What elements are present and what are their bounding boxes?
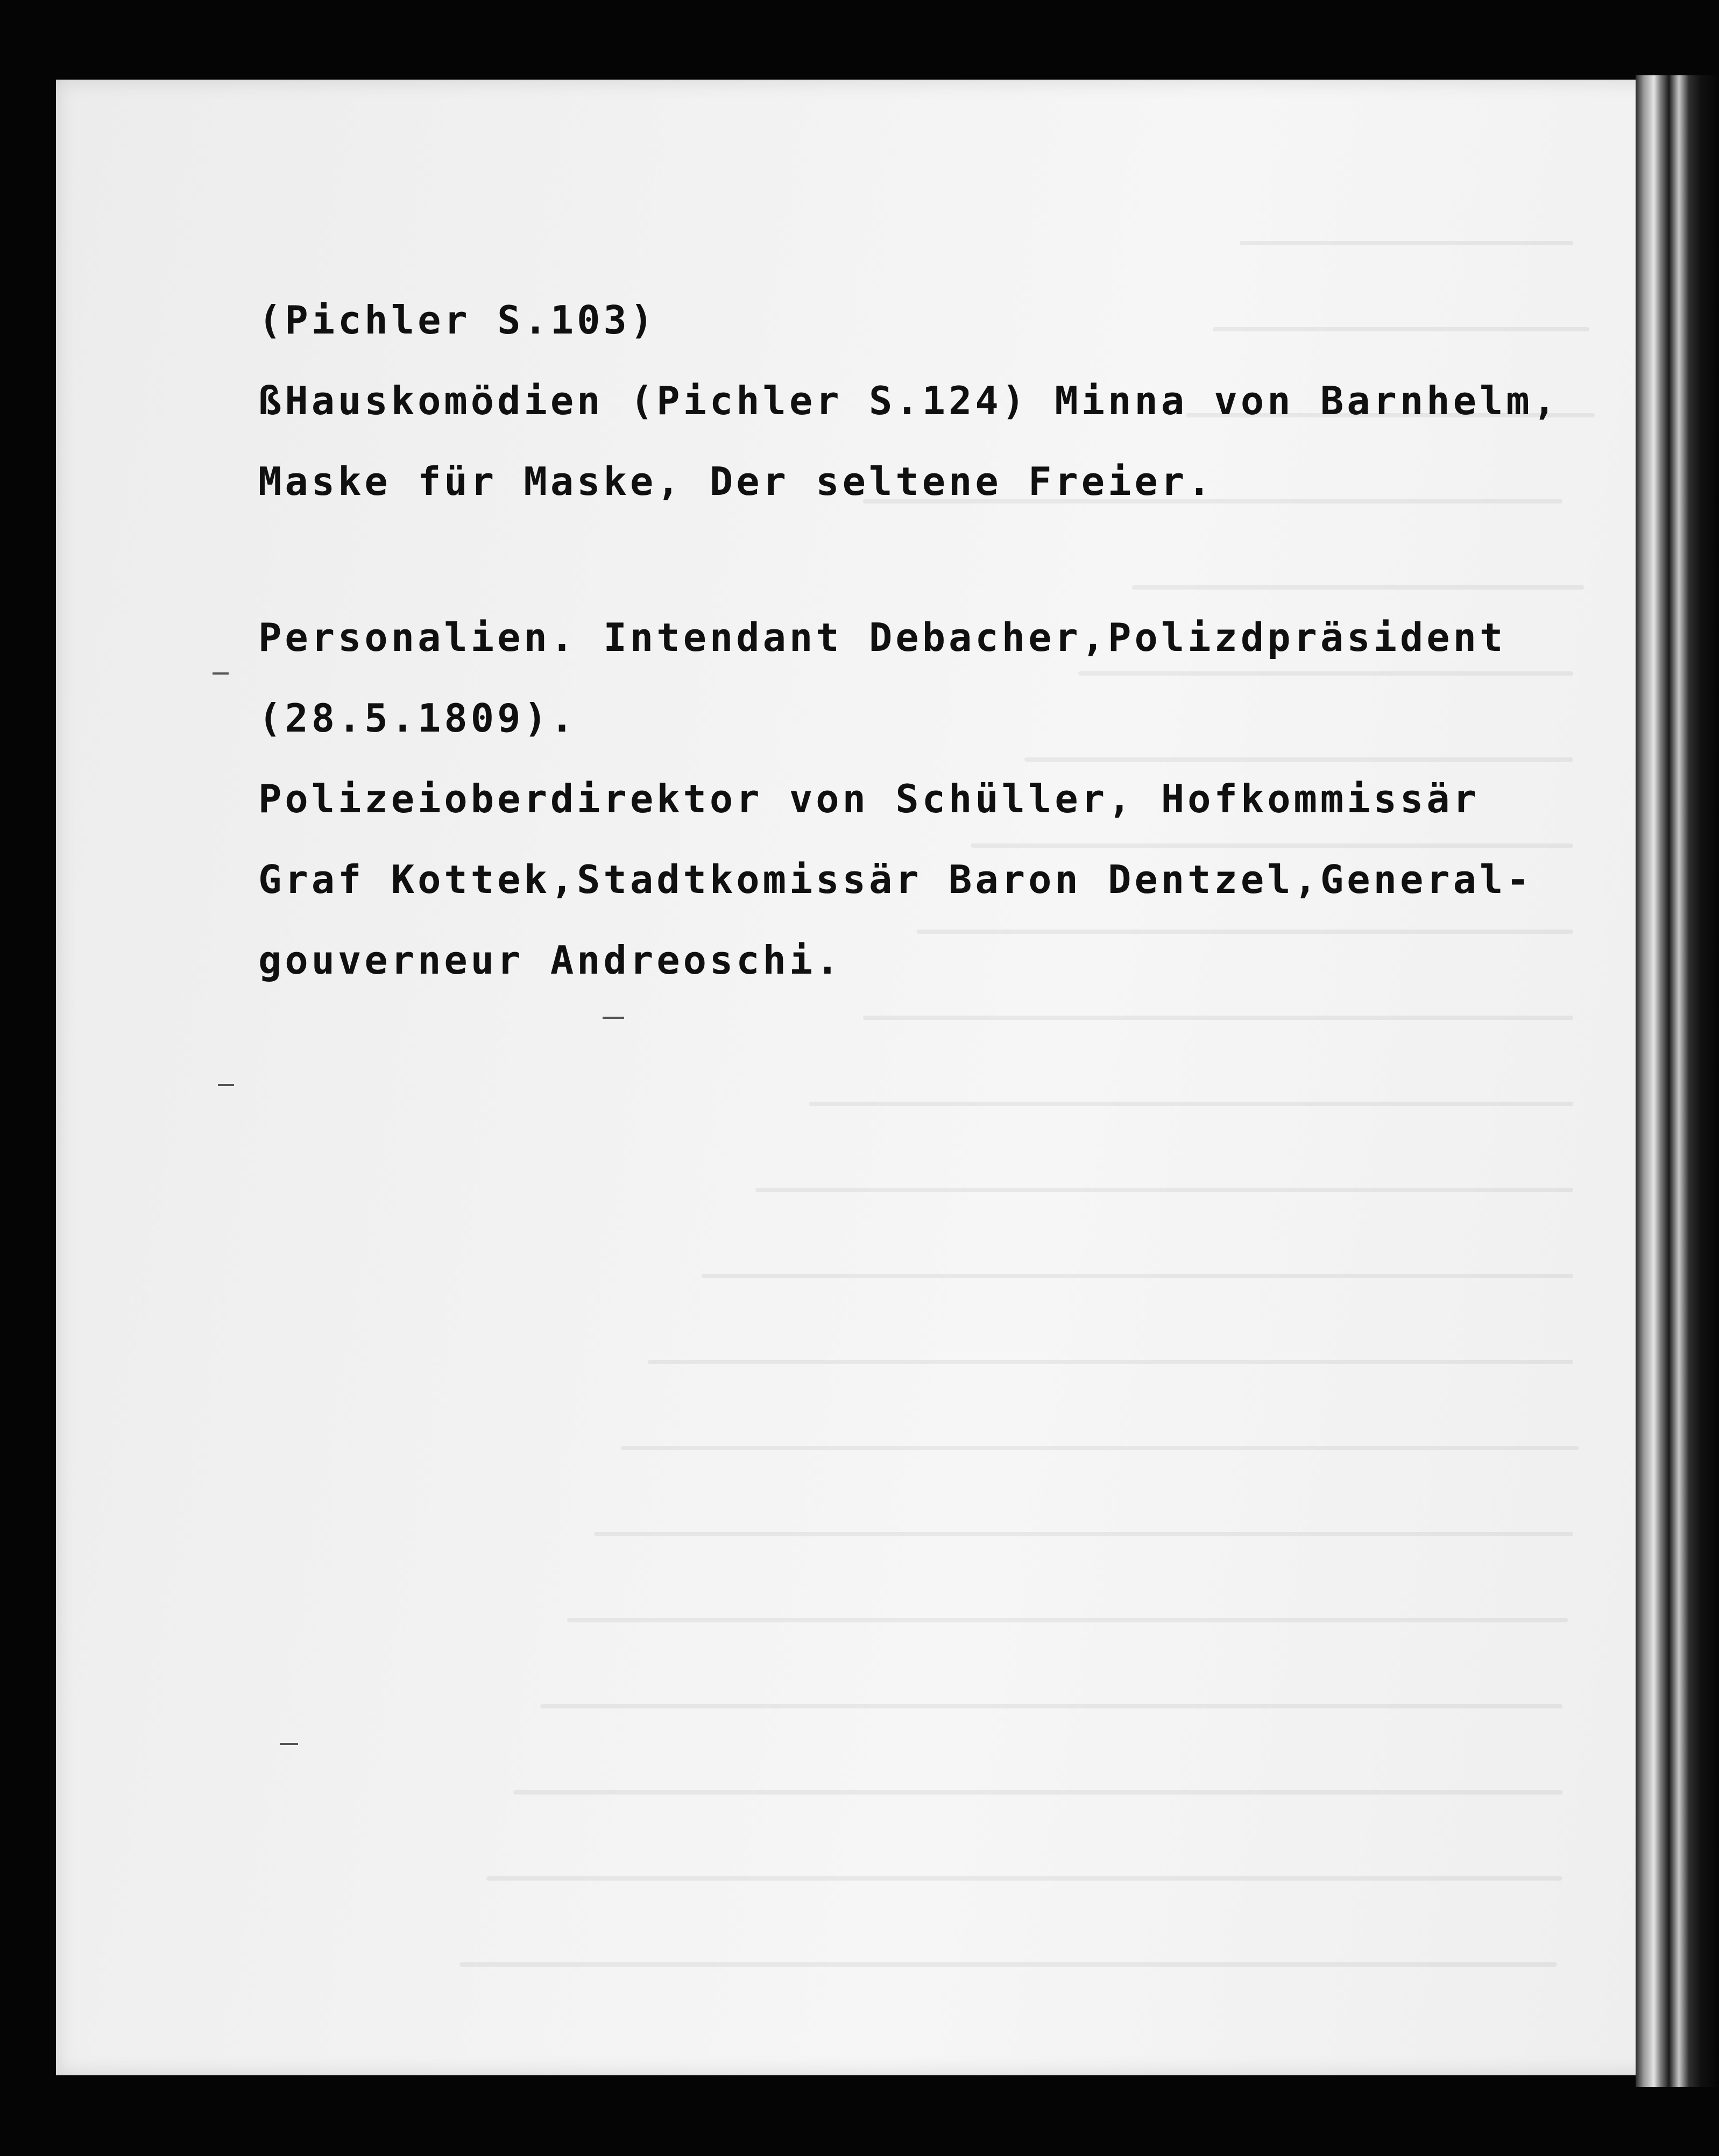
stray-mark [603, 1017, 624, 1019]
paragraph-gap [258, 522, 1625, 597]
text-line: (Pichler S.103) [258, 297, 657, 343]
text-line: Maske für Maske, Der seltene Freier. [258, 459, 1214, 504]
binding-edge [1636, 75, 1719, 2087]
stray-mark [280, 1743, 298, 1745]
text-line: ßHauskomödien (Pichler S.124) Minna von Barnhelm, [258, 378, 1560, 423]
stray-mark [213, 672, 229, 675]
text-line: (28.5.1809). [258, 696, 577, 741]
text-line: Graf Kottek,Stadtkomissär Baron Dentzel,General- [258, 857, 1533, 902]
typewritten-text [258, 280, 1625, 1001]
stray-mark [218, 1084, 234, 1086]
text-line: Polizeioberdirektor von Schüller, Hofkommissär [258, 776, 1480, 821]
text-line: gouverneur Andreoschi. [258, 938, 843, 983]
text-line: Personalien. Intendant Debacher,Polizdpräsident [258, 615, 1506, 660]
